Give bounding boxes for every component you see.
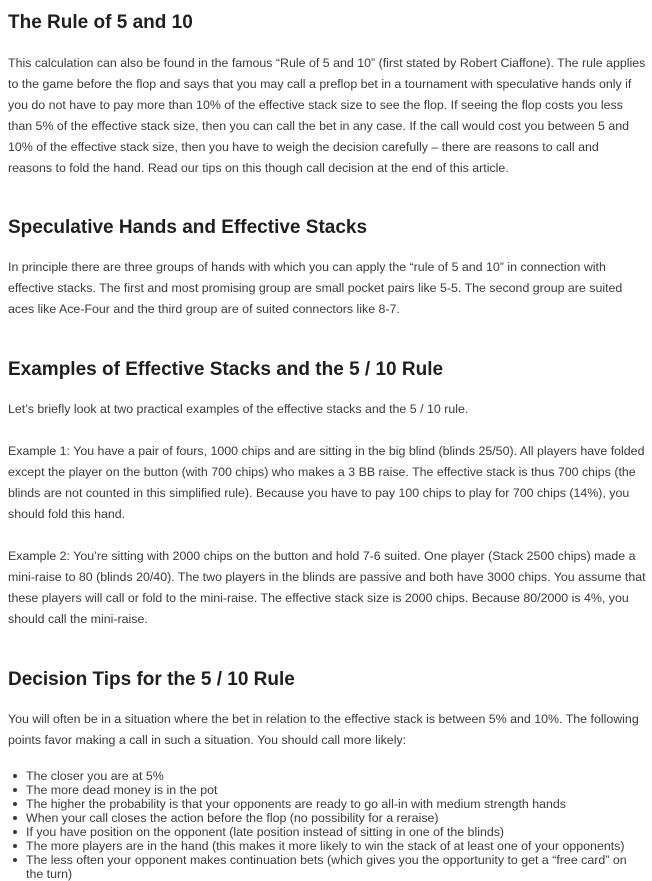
section-rule-of-5-and-10 <box>8 11 646 179</box>
section-speculative-hands <box>8 216 646 320</box>
list-item: When your call closes the action before the flop (no possibility for a reraise) <box>26 811 646 825</box>
list-item: The closer you are at 5% <box>26 769 646 783</box>
list-item: If you have position on the opponent (late position instead of sitting in one of the blinds) <box>26 825 646 839</box>
heading-rule-of-5-and-10: The Rule of 5 and 10 <box>8 12 193 33</box>
paragraph-decision-tips-intro: You will often be in a situation where the bet in relation to the effective stack is between 5% and 10%. The following points favor making a call in such a situation. You should call more likely: <box>8 712 639 747</box>
list-item: The higher the probability is that your opponents are ready to go all-in with medium strength hands <box>26 797 646 811</box>
section-decision-tips <box>8 668 646 881</box>
paragraph-example-2: Example 2: You’re sitting with 2000 chips on the button and hold 7-6 suited. One player (Stack 2500 chips) made a mini-raise to 80 (blinds 20/40). The two players in the blinds are passive and both have 3000 chips. You assume that these players will call or fold to the mini-raise. The effective stack size is 2000 chips. Because 80/2000 is 4%, you should call the mini-raise. <box>8 549 646 626</box>
paragraph-example-1: Example 1: You have a pair of fours, 1000 chips and are sitting in the big blind (blinds 25/50). All players have folded except the player on the button (with 700 chips) who makes a 3 BB raise. The effective stack is thus 700 chips (the blinds are not counted in this simplified rule). Because you have to pay 100 chips to play for 700 chips (14%), you should fold this hand. <box>8 444 645 521</box>
paragraph-examples-intro: Let’s briefly look at two practical examples of the effective stacks and the 5 / 10 rule. <box>8 402 469 416</box>
heading-speculative-hands: Speculative Hands and Effective Stacks <box>8 217 368 238</box>
heading-decision-tips: Decision Tips for the 5 / 10 Rule <box>8 669 295 690</box>
section-examples <box>8 358 646 630</box>
heading-examples: Examples of Effective Stacks and the 5 / 10 Rule <box>8 359 444 380</box>
paragraph-rule-of-5-and-10: This calculation can also be found in the famous “Rule of 5 and 10” (first stated by Robert Ciaffone). The rule applies to the game before the flop and says that you may call a preflop bet in a tournament with speculative hands only if you do not have to pay more than 10% of the effective stack size to see the flop. If seeing the flop costs you less than 5% of the effective stack size, then you can call the bet in any case. If the call would cost you between 5 and 10% of the effective stack size, then you have to weigh the decision carefully – there are reasons to call and reasons to fold the hand. Read our tips on this though call decision at the end of this article. <box>8 56 646 175</box>
list-item: The less often your opponent makes continuation bets (which gives you the opportunity to get a “free card” on the turn) <box>26 853 646 881</box>
paragraph-speculative-hands: In principle there are three groups of hands with which you can apply the “rule of 5 and 10” in connection with effective stacks. The first and most promising group are small pocket pairs like 5-5. The second group are suited aces like Ace-Four and the third group are of suited connectors like 8-7. <box>8 260 623 316</box>
tips-list <box>8 769 646 881</box>
list-item: The more dead money is in the pot <box>26 783 646 797</box>
list-item: The more players are in the hand (this makes it more likely to win the stack of at least one of your opponents) <box>26 839 646 853</box>
